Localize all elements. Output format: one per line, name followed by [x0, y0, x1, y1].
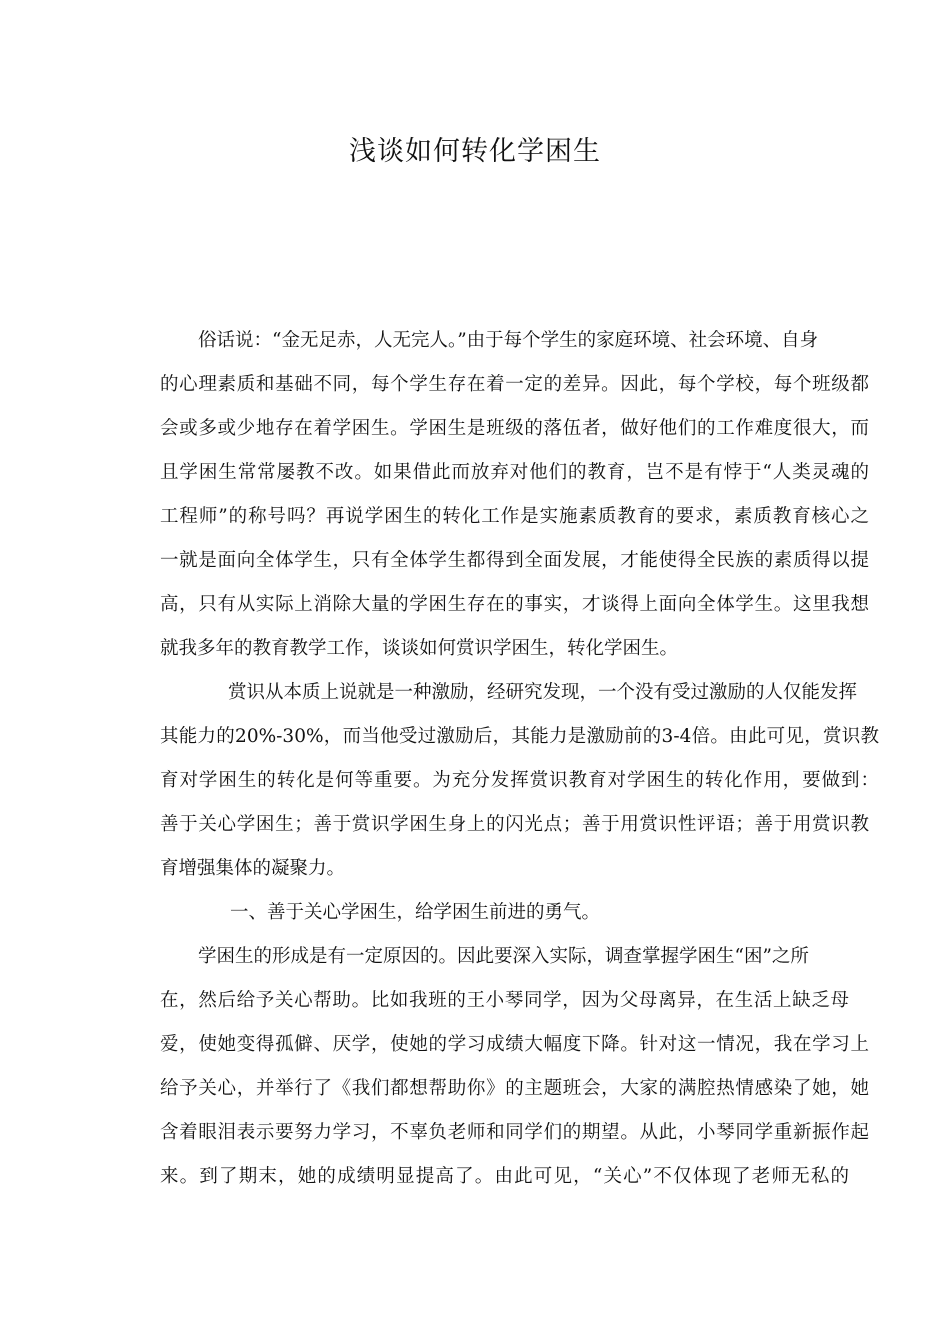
paragraph-1-line-1: 俗话说：“金无足赤，人无完人。”由于每个学生的家庭环境、社会环境、自身	[198, 330, 819, 351]
paragraph-4-line-4: 给予关心，并举行了《我们都想帮助你》的主题班会，大家的满腔热情感染了她，她	[160, 1078, 869, 1099]
paragraph-4-line-3: 爱，使她变得孤僻、厌学，使她的学习成绩大幅度下降。针对这一情况，我在学习上	[160, 1034, 869, 1055]
paragraph-1-line-3: 会或多或少地存在着学困生。学困生是班级的落伍者，做好他们的工作难度很大，而	[160, 418, 869, 439]
paragraph-1-line-4: 且学困生常常屡教不改。如果借此而放弃对他们的教育，岂不是有悖于“人类灵魂的	[160, 462, 869, 483]
paragraph-1-line-6: 一就是面向全体学生，只有全体学生都得到全面发展，才能使得全民族的素质得以提	[160, 550, 869, 571]
paragraph-2-line-5: 育增强集体的凝聚力。	[160, 858, 346, 879]
paragraph-1-line-7: 高，只有从实际上消除大量的学困生存在的事实，才谈得上面向全体学生。这里我想	[160, 594, 869, 615]
paragraph-2-line-4: 善于关心学困生；善于赏识学困生身上的闪光点；善于用赏识性评语；善于用赏识教	[160, 814, 869, 835]
paragraph-1-line-5: 工程师”的称号吗？再说学困生的转化工作是实施素质教育的要求，素质教育核心之	[160, 506, 869, 527]
paragraph-1-line-8: 就我多年的教育教学工作，谈谈如何赏识学困生，转化学困生。	[160, 638, 679, 659]
paragraph-4-line-6: 来。到了期末，她的成绩明显提高了。由此可见，“关心”不仅体现了老师无私的	[160, 1166, 849, 1187]
paragraph-4-line-5: 含着眼泪表示要努力学习，不辜负老师和同学们的期望。从此，小琴同学重新振作起	[160, 1122, 869, 1143]
section-heading: 一、善于关心学困生，给学困生前进的勇气。	[230, 902, 601, 923]
paragraph-4-line-1: 学困生的形成是有一定原因的。因此要深入实际，调查掌握学困生“困”之所	[198, 946, 809, 967]
paragraph-2-line-3: 育对学困生的转化是何等重要。为充分发挥赏识教育对学困生的转化作用，要做到：	[160, 770, 879, 791]
paragraph-4-line-2: 在，然后给予关心帮助。比如我班的王小琴同学，因为父母离异，在生活上缺乏母	[160, 990, 849, 1011]
document-title: 浅谈如何转化学困生	[349, 136, 601, 167]
paragraph-1-line-2: 的心理素质和基础不同，每个学生存在着一定的差异。因此，每个学校，每个班级都	[160, 374, 869, 395]
paragraph-2-line-2: 其能力的20%-30%，而当他受过激励后，其能力是激励前的3-4倍。由此可见，赏识教	[160, 726, 879, 747]
paragraph-2-line-1: 赏识从本质上说就是一种激励，经研究发现，一个没有受过激励的人仅能发挥	[228, 682, 858, 703]
